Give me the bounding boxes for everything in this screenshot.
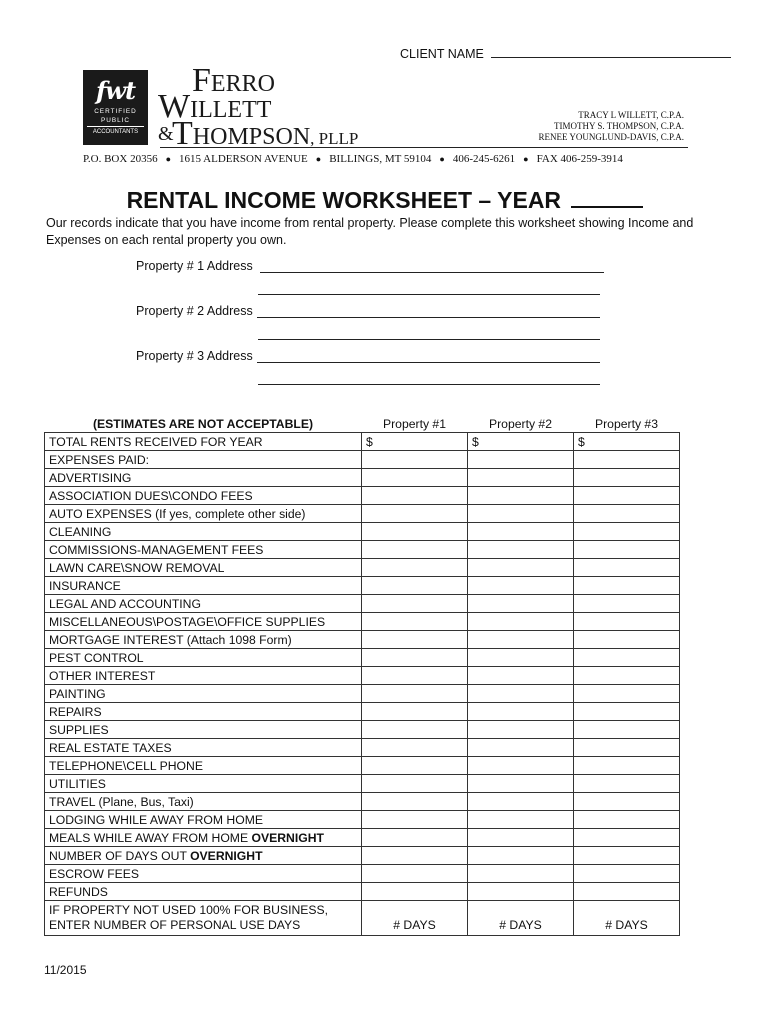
- row-label: [45, 667, 362, 685]
- amount-cell-property-2[interactable]: [468, 649, 574, 667]
- table-row: [45, 883, 680, 901]
- bullet-icon: ●: [165, 154, 172, 164]
- amount-cell-property-1[interactable]: [362, 541, 468, 559]
- firm-address-line: [83, 153, 693, 165]
- client-name-field[interactable]: [400, 45, 731, 61]
- amount-cell-property-1[interactable]: [362, 613, 468, 631]
- amount-cell-property-1[interactable]: [362, 649, 468, 667]
- amount-cell-property-1[interactable]: [362, 631, 468, 649]
- amount-cell-property-2[interactable]: [468, 811, 574, 829]
- amount-cell-property-2[interactable]: [468, 739, 574, 757]
- row-label-text: UTILITIES: [49, 776, 106, 791]
- amount-cell-property-1[interactable]: [362, 523, 468, 541]
- table-row: [45, 739, 680, 757]
- row-label: [45, 811, 362, 829]
- amount-cell-property-3[interactable]: [574, 613, 680, 631]
- logo-line-accountants: ACCOUNTANTS: [87, 126, 144, 137]
- amount-cell-property-1[interactable]: [362, 487, 468, 505]
- column-header-property-2: Property #2: [488, 417, 552, 431]
- property-2-label: Property # 2 Address: [136, 304, 253, 318]
- table-row: [45, 469, 680, 487]
- amount-cell-property-3[interactable]: [574, 721, 680, 739]
- amount-cell-property-1[interactable]: [362, 811, 468, 829]
- amount-cell-property-3[interactable]: [574, 595, 680, 613]
- header-divider: [160, 147, 688, 148]
- amount-cell-property-1[interactable]: [362, 721, 468, 739]
- amount-cell-property-2[interactable]: [468, 469, 574, 487]
- bullet-icon: ●: [315, 154, 322, 164]
- amount-cell-property-2[interactable]: [468, 559, 574, 577]
- logo-line-certified: CERTIFIED: [94, 108, 137, 115]
- amount-cell-property-3[interactable]: [574, 667, 680, 685]
- firm-ampersand: &: [158, 123, 174, 145]
- table-row: [45, 847, 680, 865]
- amount-cell-property-1[interactable]: [362, 559, 468, 577]
- row-label-text: TELEPHONE\CELL PHONE: [49, 758, 203, 773]
- row-label-text: SUPPLIES: [49, 722, 109, 737]
- row-label-emphasis: OVERNIGHT: [251, 830, 324, 845]
- amount-cell-property-1[interactable]: [362, 451, 468, 469]
- row-label: [45, 559, 362, 577]
- amount-cell-property-2[interactable]: [468, 487, 574, 505]
- firm-thompson-text: HOMPSON: [192, 124, 311, 150]
- row-label-text: TOTAL RENTS RECEIVED FOR YEAR: [49, 434, 263, 449]
- row-label-text: PAINTING: [49, 686, 106, 701]
- estimates-note: (ESTIMATES ARE NOT ACCEPTABLE): [92, 417, 314, 431]
- row-label: [45, 721, 362, 739]
- amount-cell-property-2[interactable]: [468, 577, 574, 595]
- personal-use-days-row: [45, 901, 680, 936]
- property-1-address-line-2[interactable]: [258, 293, 600, 295]
- row-label: [45, 685, 362, 703]
- table-row: [45, 865, 680, 883]
- amount-cell-property-2[interactable]: [468, 793, 574, 811]
- amount-cell-property-3[interactable]: [574, 451, 680, 469]
- amount-cell-property-2[interactable]: [468, 613, 574, 631]
- property-1-label: Property # 1 Address: [136, 259, 253, 273]
- amount-cell-property-3[interactable]: [574, 523, 680, 541]
- amount-cell-property-3[interactable]: [574, 883, 680, 901]
- amount-cell-property-1[interactable]: [362, 775, 468, 793]
- amount-cell-property-3[interactable]: [574, 775, 680, 793]
- row-label: [45, 631, 362, 649]
- street: 1615 ALDERSON AVENUE: [179, 153, 308, 165]
- firm-ferro-text: ERRO: [210, 71, 275, 97]
- row-label: [45, 541, 362, 559]
- amount-cell-property-2[interactable]: [468, 865, 574, 883]
- amount-cell-property-2[interactable]: [468, 757, 574, 775]
- table-row: [45, 577, 680, 595]
- cpa-list: [538, 110, 684, 143]
- amount-cell-property-1[interactable]: [362, 505, 468, 523]
- table-row: [45, 829, 680, 847]
- firm-willett-text: ILLETT: [190, 97, 272, 123]
- table-row: [45, 703, 680, 721]
- table-row: [45, 775, 680, 793]
- table-row: [45, 649, 680, 667]
- amount-cell-property-2[interactable]: [468, 541, 574, 559]
- amount-cell-property-1[interactable]: [362, 685, 468, 703]
- amount-cell-property-1[interactable]: [362, 739, 468, 757]
- row-label: [45, 883, 362, 901]
- row-label-text: MISCELLANEOUS\POSTAGE\OFFICE SUPPLIES: [49, 614, 326, 629]
- row-label-text: NUMBER OF DAYS OUT: [49, 848, 191, 863]
- amount-cell-property-1[interactable]: [362, 595, 468, 613]
- amount-cell-property-2[interactable]: [468, 775, 574, 793]
- firm-pllp: , PLLP: [310, 129, 359, 148]
- column-header-property-3: Property #3: [594, 417, 658, 431]
- row-label: [45, 775, 362, 793]
- row-label-text: LAWN CARE\SNOW REMOVAL: [49, 560, 225, 575]
- form-revision-date: 11/2015: [44, 963, 87, 977]
- table-header-row: [45, 416, 680, 433]
- amount-cell-property-3[interactable]: [574, 631, 680, 649]
- amount-cell-property-3[interactable]: [574, 559, 680, 577]
- days-cell-property-1[interactable]: # DAYS: [362, 901, 468, 936]
- firm-name-thompson: & THOMPSON, PLLP: [158, 115, 359, 152]
- row-label-emphasis: OVERNIGHT: [190, 848, 263, 863]
- amount-cell-property-3[interactable]: [574, 703, 680, 721]
- logo-subtitle: [83, 108, 148, 137]
- days-cell-property-2[interactable]: # DAYS: [468, 901, 574, 936]
- amount-cell-property-3[interactable]: [574, 487, 680, 505]
- row-label-text: MORTGAGE INTEREST (Attach 1098 Form): [49, 632, 292, 647]
- amount-cell-property-1[interactable]: [362, 757, 468, 775]
- row-label: [45, 487, 362, 505]
- row-label: [45, 793, 362, 811]
- bullet-icon: ●: [439, 154, 445, 164]
- row-label: [45, 505, 362, 523]
- amount-cell-property-3[interactable]: [574, 649, 680, 667]
- amount-cell-property-1[interactable]: [362, 667, 468, 685]
- row-label: [45, 469, 362, 487]
- amount-cell-property-3[interactable]: [574, 793, 680, 811]
- row-label-text: LODGING WHILE AWAY FROM HOME: [49, 812, 263, 827]
- table-row: [45, 541, 680, 559]
- table-row: [45, 559, 680, 577]
- amount-cell-property-3[interactable]: [574, 811, 680, 829]
- row-label: [45, 613, 362, 631]
- amount-cell-property-1[interactable]: [362, 865, 468, 883]
- amount-cell-property-3[interactable]: [574, 847, 680, 865]
- firm-name-ferro: FERRO: [192, 62, 275, 99]
- row-label-text: COMMISSIONS-MANAGEMENT FEES: [49, 542, 264, 557]
- amount-cell-property-1[interactable]: [362, 469, 468, 487]
- row-label-text: REPAIRS: [49, 704, 102, 719]
- amount-cell-property-2[interactable]: [468, 829, 574, 847]
- amount-cell-property-2[interactable]: [468, 523, 574, 541]
- amount-cell-property-2[interactable]: [468, 721, 574, 739]
- amount-cell-property-2[interactable]: [468, 685, 574, 703]
- table-row: [45, 721, 680, 739]
- table-row: [45, 757, 680, 775]
- amount-cell-property-3[interactable]: [574, 865, 680, 883]
- amount-cell-property-2[interactable]: [468, 667, 574, 685]
- amount-cell-property-2[interactable]: [468, 703, 574, 721]
- amount-cell-property-3[interactable]: [574, 541, 680, 559]
- intro-text: Our records indicate that you have income from rental property. Please complete this worksheet showing Income and Expenses on each rental property you own.: [46, 216, 694, 247]
- row-label-text: OTHER INTEREST: [49, 668, 156, 683]
- income-expense-table: [44, 416, 680, 936]
- cpa-name: TRACY L WILLETT, C.P.A.: [578, 110, 684, 120]
- amount-cell-property-1[interactable]: [362, 793, 468, 811]
- row-label-text: MEALS WHILE AWAY FROM HOME: [49, 830, 252, 845]
- row-label: [45, 829, 362, 847]
- table-row: [45, 523, 680, 541]
- property-2-address-line-2[interactable]: [258, 338, 600, 340]
- amount-cell-property-1[interactable]: [362, 829, 468, 847]
- row-label-text: EXPENSES PAID:: [49, 452, 150, 467]
- po-box: P.O. BOX 20356: [83, 153, 158, 165]
- table-row: [45, 811, 680, 829]
- amount-cell-property-3[interactable]: [574, 757, 680, 775]
- row-label-text: LEGAL AND ACCOUNTING: [49, 596, 201, 611]
- row-label: [45, 433, 362, 451]
- amount-cell-property-3[interactable]: [574, 469, 680, 487]
- table-row: [45, 613, 680, 631]
- firm-name-willett: WILLETT: [158, 88, 272, 125]
- amount-cell-property-1[interactable]: [362, 847, 468, 865]
- days-cell-property-3[interactable]: # DAYS: [574, 901, 680, 936]
- row-label-text: ADVERTISING: [49, 470, 132, 485]
- row-label-line-2: ENTER NUMBER OF PERSONAL USE DAYS: [49, 918, 301, 932]
- amount-cell-property-3[interactable]: [574, 829, 680, 847]
- table-row: [45, 667, 680, 685]
- row-label-text: REFUNDS: [49, 884, 108, 899]
- amount-cell-property-1[interactable]: $: [362, 433, 468, 451]
- row-label-line-1: IF PROPERTY NOT USED 100% FOR BUSINESS,: [49, 903, 329, 917]
- property-1-address-line-1[interactable]: [260, 271, 604, 273]
- table-row: [45, 505, 680, 523]
- row-label: [45, 577, 362, 595]
- amount-cell-property-3[interactable]: [574, 505, 680, 523]
- cpa-name: TIMOTHY S. THOMPSON, C.P.A.: [553, 121, 684, 131]
- row-label: [45, 901, 362, 936]
- row-label: [45, 523, 362, 541]
- amount-cell-property-2[interactable]: [468, 631, 574, 649]
- amount-cell-property-2[interactable]: $: [468, 433, 574, 451]
- table-row: [45, 631, 680, 649]
- client-name-label: CLIENT NAME: [400, 47, 484, 61]
- row-label-text: TRAVEL (Plane, Bus, Taxi): [49, 794, 194, 809]
- property-2-address-line-1[interactable]: [257, 316, 600, 318]
- row-label: [45, 595, 362, 613]
- row-label-text: ESCROW FEES: [49, 866, 140, 881]
- fax: FAX 406-259-3914: [536, 153, 623, 165]
- row-label: [45, 739, 362, 757]
- amount-cell-property-1[interactable]: [362, 577, 468, 595]
- city: BILLINGS, MT 59104: [329, 153, 432, 165]
- client-name-line[interactable]: [491, 45, 731, 58]
- row-label: [45, 703, 362, 721]
- amount-cell-property-2[interactable]: [468, 505, 574, 523]
- logo-monogram: fwt: [95, 76, 136, 105]
- page-title: [0, 187, 770, 214]
- amount-cell-property-2[interactable]: [468, 595, 574, 613]
- amount-cell-property-2[interactable]: [468, 451, 574, 469]
- amount-cell-property-3[interactable]: [574, 739, 680, 757]
- row-label: [45, 847, 362, 865]
- table-row: [45, 685, 680, 703]
- page-title-text: RENTAL INCOME WORKSHEET – YEAR: [126, 187, 562, 213]
- logo-line-public: PUBLIC: [100, 116, 131, 124]
- bullet-icon: ●: [523, 154, 529, 164]
- amount-cell-property-1[interactable]: [362, 703, 468, 721]
- property-3-label: Property # 3 Address: [136, 349, 253, 363]
- table-row: [45, 433, 680, 451]
- amount-cell-property-3[interactable]: $: [574, 433, 680, 451]
- table-row: [45, 487, 680, 505]
- column-header-property-1: Property #1: [382, 417, 446, 431]
- row-label-text: INSURANCE: [49, 578, 121, 593]
- amount-cell-property-3[interactable]: [574, 577, 680, 595]
- row-label-text: PEST CONTROL: [49, 650, 144, 665]
- property-3-address-line-1[interactable]: [257, 361, 600, 363]
- row-label: [45, 649, 362, 667]
- row-label: [45, 757, 362, 775]
- amount-cell-property-2[interactable]: [468, 847, 574, 865]
- year-field[interactable]: [571, 188, 643, 208]
- firm-logo: [83, 70, 148, 145]
- row-label-text: CLEANING: [49, 524, 112, 539]
- cpa-name: RENEE YOUNGLUND-DAVIS, C.P.A.: [538, 132, 684, 142]
- phone: 406-245-6261: [452, 153, 516, 165]
- amount-cell-property-3[interactable]: [574, 685, 680, 703]
- row-label: [45, 865, 362, 883]
- row-label: [45, 451, 362, 469]
- row-label-text: REAL ESTATE TAXES: [49, 740, 172, 755]
- table-row: [45, 451, 680, 469]
- amount-cell-property-2[interactable]: [468, 883, 574, 901]
- row-label-text: AUTO EXPENSES (If yes, complete other side): [49, 506, 306, 521]
- amount-cell-property-1[interactable]: [362, 883, 468, 901]
- property-3-address-line-2[interactable]: [258, 383, 600, 385]
- row-label-text: ASSOCIATION DUES\CONDO FEES: [49, 488, 253, 503]
- table-row: [45, 595, 680, 613]
- table-row: [45, 793, 680, 811]
